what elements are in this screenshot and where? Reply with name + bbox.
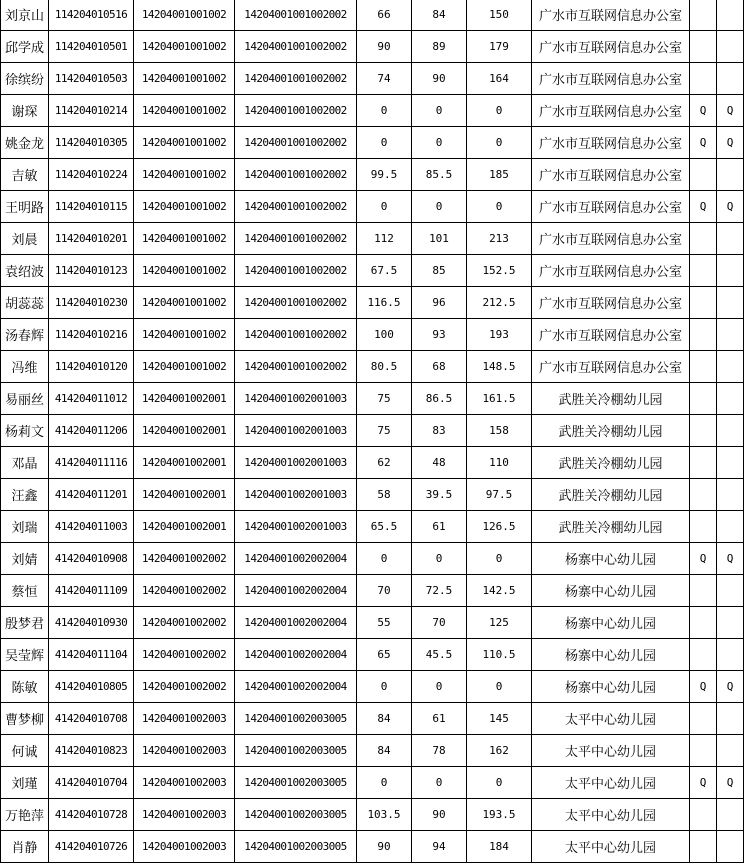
exam-number: 414204010704 (49, 767, 134, 799)
interview-score: 90 (412, 799, 467, 831)
total-score: 179 (467, 31, 532, 63)
department-code: 14204001002001 (134, 447, 235, 479)
table-row (1, 831, 744, 863)
interview-score: 0 (412, 127, 467, 159)
department-code: 14204001001002 (134, 0, 235, 31)
employer-unit: 武胜关冷棚幼儿园 (532, 511, 690, 543)
employer-unit: 广水市互联网信息办公室 (532, 319, 690, 351)
exam-number: 414204010726 (49, 831, 134, 863)
department-code: 14204001002003 (134, 735, 235, 767)
position-code: 14204001002002004 (235, 607, 357, 639)
position-code: 14204001001002002 (235, 159, 357, 191)
employer-unit: 太平中心幼儿园 (532, 831, 690, 863)
table-row (1, 799, 744, 831)
department-code: 14204001001002 (134, 191, 235, 223)
position-code: 14204001002001003 (235, 511, 357, 543)
department-code: 14204001001002 (134, 159, 235, 191)
employer-unit: 广水市互联网信息办公室 (532, 223, 690, 255)
candidate-name: 冯维 (1, 351, 49, 383)
interview-score: 72.5 (412, 575, 467, 607)
interview-score: 85 (412, 255, 467, 287)
written-score: 74 (357, 63, 412, 95)
candidate-name: 刘京山 (1, 0, 49, 31)
table-row (1, 127, 744, 159)
exam-number: 414204010908 (49, 543, 134, 575)
written-score: 65.5 (357, 511, 412, 543)
candidate-name: 邓晶 (1, 447, 49, 479)
flag-mark-2 (717, 63, 744, 95)
flag-mark-1 (690, 447, 717, 479)
flag-mark-2: Q (717, 191, 744, 223)
exam-number: 114204010230 (49, 287, 134, 319)
position-code: 14204001002003005 (235, 703, 357, 735)
table-row (1, 575, 744, 607)
candidate-name: 邱学成 (1, 31, 49, 63)
total-score: 193.5 (467, 799, 532, 831)
employer-unit: 广水市互联网信息办公室 (532, 351, 690, 383)
position-code: 14204001001002002 (235, 191, 357, 223)
exam-number: 114204010224 (49, 159, 134, 191)
flag-mark-2: Q (717, 95, 744, 127)
employer-unit: 武胜关冷棚幼儿园 (532, 415, 690, 447)
position-code: 14204001002002004 (235, 543, 357, 575)
candidate-name: 王明路 (1, 191, 49, 223)
total-score: 110 (467, 447, 532, 479)
flag-mark-2 (717, 831, 744, 863)
flag-mark-1 (690, 351, 717, 383)
candidate-name: 刘晨 (1, 223, 49, 255)
flag-mark-1 (690, 735, 717, 767)
flag-mark-2 (717, 383, 744, 415)
flag-mark-2: Q (717, 543, 744, 575)
written-score: 84 (357, 735, 412, 767)
interview-score: 94 (412, 831, 467, 863)
employer-unit: 杨寨中心幼儿园 (532, 607, 690, 639)
department-code: 14204001002002 (134, 671, 235, 703)
exam-number: 414204011104 (49, 639, 134, 671)
exam-number: 114204010516 (49, 0, 134, 31)
table-body (1, 0, 744, 863)
flag-mark-1 (690, 0, 717, 31)
flag-mark-2 (717, 639, 744, 671)
candidate-name: 刘瑞 (1, 511, 49, 543)
candidate-name: 刘婧 (1, 543, 49, 575)
exam-number: 114204010305 (49, 127, 134, 159)
flag-mark-1 (690, 255, 717, 287)
employer-unit: 广水市互联网信息办公室 (532, 287, 690, 319)
employer-unit: 广水市互联网信息办公室 (532, 63, 690, 95)
interview-score: 70 (412, 607, 467, 639)
department-code: 14204001002001 (134, 415, 235, 447)
department-code: 14204001001002 (134, 223, 235, 255)
exam-number: 414204011109 (49, 575, 134, 607)
flag-mark-2 (717, 447, 744, 479)
interview-score: 78 (412, 735, 467, 767)
table-row (1, 63, 744, 95)
total-score: 97.5 (467, 479, 532, 511)
interview-score: 68 (412, 351, 467, 383)
table-row (1, 447, 744, 479)
total-score: 0 (467, 671, 532, 703)
flag-mark-1 (690, 511, 717, 543)
exam-number: 414204010823 (49, 735, 134, 767)
written-score: 67.5 (357, 255, 412, 287)
total-score: 162 (467, 735, 532, 767)
position-code: 14204001002001003 (235, 447, 357, 479)
interview-score: 45.5 (412, 639, 467, 671)
employer-unit: 太平中心幼儿园 (532, 735, 690, 767)
total-score: 184 (467, 831, 532, 863)
interview-score: 89 (412, 31, 467, 63)
exam-number: 414204011201 (49, 479, 134, 511)
flag-mark-2 (717, 607, 744, 639)
table-row (1, 0, 744, 31)
table-row (1, 639, 744, 671)
position-code: 14204001002001003 (235, 415, 357, 447)
flag-mark-1 (690, 287, 717, 319)
table-row (1, 511, 744, 543)
written-score: 0 (357, 671, 412, 703)
department-code: 14204001001002 (134, 319, 235, 351)
flag-mark-2 (717, 159, 744, 191)
exam-number: 414204010930 (49, 607, 134, 639)
written-score: 112 (357, 223, 412, 255)
total-score: 161.5 (467, 383, 532, 415)
employer-unit: 杨寨中心幼儿园 (532, 639, 690, 671)
flag-mark-1 (690, 63, 717, 95)
total-score: 142.5 (467, 575, 532, 607)
flag-mark-2: Q (717, 127, 744, 159)
total-score: 213 (467, 223, 532, 255)
position-code: 14204001001002002 (235, 223, 357, 255)
department-code: 14204001002002 (134, 543, 235, 575)
exam-number: 114204010123 (49, 255, 134, 287)
table-row (1, 287, 744, 319)
employer-unit: 杨寨中心幼儿园 (532, 671, 690, 703)
candidate-name: 万艳萍 (1, 799, 49, 831)
written-score: 84 (357, 703, 412, 735)
department-code: 14204001001002 (134, 287, 235, 319)
candidate-name: 易丽丝 (1, 383, 49, 415)
position-code: 14204001002001003 (235, 383, 357, 415)
position-code: 14204001001002002 (235, 63, 357, 95)
position-code: 14204001001002002 (235, 127, 357, 159)
interview-score: 61 (412, 703, 467, 735)
department-code: 14204001002002 (134, 607, 235, 639)
flag-mark-2 (717, 479, 744, 511)
interview-score: 83 (412, 415, 467, 447)
candidate-name: 吉敏 (1, 159, 49, 191)
department-code: 14204001001002 (134, 95, 235, 127)
department-code: 14204001001002 (134, 31, 235, 63)
table-row (1, 415, 744, 447)
flag-mark-1 (690, 415, 717, 447)
table-row (1, 479, 744, 511)
department-code: 14204001001002 (134, 351, 235, 383)
total-score: 125 (467, 607, 532, 639)
flag-mark-1 (690, 799, 717, 831)
position-code: 14204001002003005 (235, 735, 357, 767)
department-code: 14204001002003 (134, 767, 235, 799)
flag-mark-1 (690, 223, 717, 255)
total-score: 164 (467, 63, 532, 95)
position-code: 14204001001002002 (235, 255, 357, 287)
table-row (1, 671, 744, 703)
department-code: 14204001002002 (134, 575, 235, 607)
written-score: 0 (357, 191, 412, 223)
written-score: 80.5 (357, 351, 412, 383)
candidate-name: 徐缤纷 (1, 63, 49, 95)
position-code: 14204001002003005 (235, 831, 357, 863)
interview-score: 90 (412, 63, 467, 95)
written-score: 103.5 (357, 799, 412, 831)
flag-mark-1 (690, 703, 717, 735)
written-score: 99.5 (357, 159, 412, 191)
candidate-name: 刘瑾 (1, 767, 49, 799)
total-score: 0 (467, 127, 532, 159)
written-score: 116.5 (357, 287, 412, 319)
department-code: 14204001001002 (134, 127, 235, 159)
exam-number: 114204010503 (49, 63, 134, 95)
table-row (1, 351, 744, 383)
total-score: 152.5 (467, 255, 532, 287)
flag-mark-1: Q (690, 767, 717, 799)
flag-mark-1 (690, 607, 717, 639)
employer-unit: 广水市互联网信息办公室 (532, 159, 690, 191)
flag-mark-1: Q (690, 191, 717, 223)
exam-number: 414204011012 (49, 383, 134, 415)
candidate-name: 袁绍波 (1, 255, 49, 287)
department-code: 14204001002003 (134, 703, 235, 735)
position-code: 14204001002002004 (235, 575, 357, 607)
candidate-name: 谢琛 (1, 95, 49, 127)
employer-unit: 武胜关冷棚幼儿园 (532, 447, 690, 479)
flag-mark-1 (690, 479, 717, 511)
table-row (1, 767, 744, 799)
position-code: 14204001002002004 (235, 671, 357, 703)
total-score: 145 (467, 703, 532, 735)
total-score: 158 (467, 415, 532, 447)
employer-unit: 广水市互联网信息办公室 (532, 127, 690, 159)
interview-score: 93 (412, 319, 467, 351)
interview-score: 84 (412, 0, 467, 31)
position-code: 14204001001002002 (235, 351, 357, 383)
employer-unit: 太平中心幼儿园 (532, 703, 690, 735)
table-row (1, 255, 744, 287)
position-code: 14204001001002002 (235, 0, 357, 31)
written-score: 0 (357, 127, 412, 159)
total-score: 150 (467, 0, 532, 31)
department-code: 14204001002001 (134, 479, 235, 511)
position-code: 14204001001002002 (235, 31, 357, 63)
position-code: 14204001002003005 (235, 799, 357, 831)
employer-unit: 太平中心幼儿园 (532, 799, 690, 831)
total-score: 0 (467, 767, 532, 799)
employer-unit: 杨寨中心幼儿园 (532, 575, 690, 607)
interview-score: 0 (412, 543, 467, 575)
position-code: 14204001001002002 (235, 95, 357, 127)
written-score: 66 (357, 0, 412, 31)
department-code: 14204001001002 (134, 63, 235, 95)
total-score: 0 (467, 191, 532, 223)
exam-number: 414204010805 (49, 671, 134, 703)
flag-mark-2: Q (717, 671, 744, 703)
total-score: 126.5 (467, 511, 532, 543)
flag-mark-2 (717, 319, 744, 351)
table-row (1, 735, 744, 767)
flag-mark-1 (690, 159, 717, 191)
flag-mark-1: Q (690, 543, 717, 575)
exam-number: 114204010120 (49, 351, 134, 383)
candidate-name: 曹梦柳 (1, 703, 49, 735)
flag-mark-2 (717, 735, 744, 767)
exam-number: 414204010708 (49, 703, 134, 735)
flag-mark-2 (717, 799, 744, 831)
employer-unit: 太平中心幼儿园 (532, 767, 690, 799)
table-row (1, 191, 744, 223)
candidate-name: 蔡恒 (1, 575, 49, 607)
total-score: 212.5 (467, 287, 532, 319)
written-score: 100 (357, 319, 412, 351)
employer-unit: 杨寨中心幼儿园 (532, 543, 690, 575)
table-row (1, 607, 744, 639)
position-code: 14204001002002004 (235, 639, 357, 671)
interview-score: 0 (412, 95, 467, 127)
interview-score: 48 (412, 447, 467, 479)
flag-mark-2 (717, 287, 744, 319)
candidate-name: 胡蕊蕊 (1, 287, 49, 319)
department-code: 14204001002003 (134, 831, 235, 863)
candidate-name: 何诚 (1, 735, 49, 767)
exam-number: 114204010201 (49, 223, 134, 255)
total-score: 193 (467, 319, 532, 351)
total-score: 185 (467, 159, 532, 191)
flag-mark-1 (690, 319, 717, 351)
exam-number: 114204010216 (49, 319, 134, 351)
flag-mark-1: Q (690, 95, 717, 127)
exam-number: 114204010214 (49, 95, 134, 127)
employer-unit: 广水市互联网信息办公室 (532, 95, 690, 127)
total-score: 148.5 (467, 351, 532, 383)
employer-unit: 广水市互联网信息办公室 (532, 0, 690, 31)
flag-mark-2 (717, 0, 744, 31)
candidate-name: 殷梦君 (1, 607, 49, 639)
candidate-name: 肖静 (1, 831, 49, 863)
table-row (1, 383, 744, 415)
department-code: 14204001002001 (134, 511, 235, 543)
interview-score: 0 (412, 767, 467, 799)
interview-score: 39.5 (412, 479, 467, 511)
flag-mark-2 (717, 351, 744, 383)
interview-score: 96 (412, 287, 467, 319)
interview-score: 101 (412, 223, 467, 255)
employer-unit: 广水市互联网信息办公室 (532, 191, 690, 223)
position-code: 14204001001002002 (235, 319, 357, 351)
position-code: 14204001002001003 (235, 479, 357, 511)
candidate-name: 姚金龙 (1, 127, 49, 159)
written-score: 65 (357, 639, 412, 671)
flag-mark-2 (717, 511, 744, 543)
written-score: 0 (357, 95, 412, 127)
candidate-name: 吴莹辉 (1, 639, 49, 671)
interview-score: 0 (412, 191, 467, 223)
interview-score: 86.5 (412, 383, 467, 415)
interview-score: 61 (412, 511, 467, 543)
exam-number: 414204011003 (49, 511, 134, 543)
written-score: 70 (357, 575, 412, 607)
table-row (1, 31, 744, 63)
flag-mark-1: Q (690, 127, 717, 159)
total-score: 0 (467, 95, 532, 127)
department-code: 14204001001002 (134, 255, 235, 287)
written-score: 0 (357, 767, 412, 799)
table-row (1, 223, 744, 255)
table-row (1, 319, 744, 351)
candidate-name: 汤春辉 (1, 319, 49, 351)
flag-mark-2 (717, 703, 744, 735)
table-row (1, 159, 744, 191)
written-score: 90 (357, 31, 412, 63)
table-row (1, 543, 744, 575)
flag-mark-1 (690, 639, 717, 671)
exam-number: 414204011116 (49, 447, 134, 479)
flag-mark-2 (717, 415, 744, 447)
department-code: 14204001002002 (134, 639, 235, 671)
written-score: 55 (357, 607, 412, 639)
flag-mark-1 (690, 383, 717, 415)
employer-unit: 武胜关冷棚幼儿园 (532, 479, 690, 511)
department-code: 14204001002003 (134, 799, 235, 831)
employer-unit: 广水市互联网信息办公室 (532, 255, 690, 287)
written-score: 75 (357, 415, 412, 447)
flag-mark-2 (717, 255, 744, 287)
table-row (1, 703, 744, 735)
flag-mark-1 (690, 31, 717, 63)
flag-mark-1 (690, 831, 717, 863)
candidate-name: 陈敏 (1, 671, 49, 703)
total-score: 110.5 (467, 639, 532, 671)
flag-mark-2 (717, 575, 744, 607)
flag-mark-2 (717, 31, 744, 63)
written-score: 62 (357, 447, 412, 479)
flag-mark-2 (717, 223, 744, 255)
candidate-name: 杨莉文 (1, 415, 49, 447)
department-code: 14204001002001 (134, 383, 235, 415)
employer-unit: 武胜关冷棚幼儿园 (532, 383, 690, 415)
interview-score: 0 (412, 671, 467, 703)
exam-number: 114204010501 (49, 31, 134, 63)
table-row (1, 95, 744, 127)
candidate-name: 汪鑫 (1, 479, 49, 511)
exam-number: 414204010728 (49, 799, 134, 831)
exam-number: 114204010115 (49, 191, 134, 223)
written-score: 58 (357, 479, 412, 511)
position-code: 14204001002003005 (235, 767, 357, 799)
flag-mark-2: Q (717, 767, 744, 799)
total-score: 0 (467, 543, 532, 575)
written-score: 90 (357, 831, 412, 863)
employer-unit: 广水市互联网信息办公室 (532, 31, 690, 63)
position-code: 14204001001002002 (235, 287, 357, 319)
exam-number: 414204011206 (49, 415, 134, 447)
written-score: 75 (357, 383, 412, 415)
interview-score: 85.5 (412, 159, 467, 191)
flag-mark-1: Q (690, 671, 717, 703)
written-score: 0 (357, 543, 412, 575)
flag-mark-1 (690, 575, 717, 607)
